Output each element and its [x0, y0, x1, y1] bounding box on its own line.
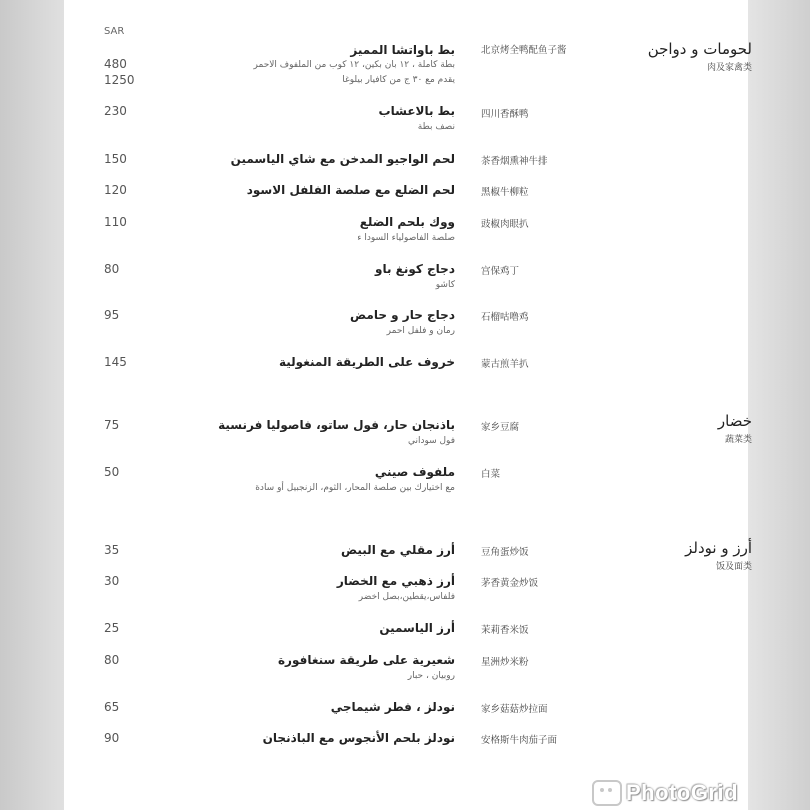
item-name: ووك بلحم الضلع: [359, 215, 455, 229]
item-name-chinese: 茅香黄金炒饭: [481, 578, 539, 589]
item-name: بط باواتشا المميز: [350, 43, 455, 57]
item-description: صلصة الفاصولياء السودا ء: [357, 233, 455, 243]
item-description: يقدم مع ٣٠ ج من كافيار بيلوغا: [342, 75, 455, 85]
item-name: أرز مقلي مع البيض: [341, 543, 455, 557]
item-name-chinese: 黑椒牛柳粒: [481, 187, 529, 198]
menu-page: [64, 0, 748, 810]
item-price: 65: [104, 700, 120, 714]
item-name: دجاج كونغ باو: [375, 262, 455, 276]
item-price-alt: 1250: [104, 73, 135, 87]
item-price: 95: [104, 308, 120, 322]
item-price: 110: [104, 215, 127, 229]
item-name-chinese: 石榴咕噜鸡: [481, 312, 529, 323]
item-price: 150: [104, 152, 127, 166]
item-name: نودلز بلحم الأنجوس مع الباذنجان: [262, 731, 455, 745]
item-description: كاشو: [435, 280, 455, 290]
item-price: 145: [104, 355, 127, 369]
item-name: باذنجان حار، فول ساتو، فاصوليا فرنسية: [218, 418, 455, 432]
photogrid-watermark: [592, 778, 738, 808]
item-price: 480: [104, 57, 127, 71]
right-background: [748, 0, 810, 810]
item-price: 90: [104, 731, 120, 745]
item-name-chinese: 家乡豆腐: [481, 422, 520, 433]
section-subtitle-meat: 肉及家禽类: [706, 63, 752, 73]
item-name: لحم الضلع مع صلصة الفلفل الاسود: [246, 183, 455, 197]
item-name: دجاج حار و حامض: [350, 308, 455, 322]
item-price: 25: [104, 621, 120, 635]
item-name: شعيرية على طريقة سنغافورة: [277, 653, 455, 667]
item-description: رمان و فلفل احمر: [386, 326, 455, 336]
section-title-vegetables: خضار: [717, 412, 752, 430]
item-name-chinese: 星洲炒米粉: [481, 657, 529, 668]
watermark-text: PhotoGrid: [626, 780, 739, 805]
item-description: فول سوداني: [407, 436, 455, 446]
item-name-chinese: 茶香烟熏神牛排: [481, 156, 548, 167]
item-name-chinese: 豆角蛋炒饭: [481, 547, 529, 558]
photogrid-logo-icon: [592, 780, 622, 806]
item-name: لحم الواجيو المدخن مع شاي الياسمين: [230, 152, 455, 166]
item-name: خروف على الطريقة المنغولية: [278, 355, 455, 369]
section-subtitle-rice-noodles: 饭及面类: [715, 562, 752, 572]
item-name-chinese: 北京烤全鸭配鱼子酱: [481, 45, 567, 56]
item-price: 75: [104, 418, 120, 432]
item-price: 30: [104, 574, 120, 588]
item-price: 35: [104, 543, 120, 557]
item-description: مع اختيارك بين صلصة المحار، الثوم، الزنجبيل أو سادة: [255, 483, 455, 493]
section-subtitle-vegetables: 蔬菜类: [724, 435, 752, 445]
item-price: 80: [104, 262, 120, 276]
item-name: نودلز ، فطر شيماجي: [330, 700, 455, 714]
item-price: 50: [104, 465, 120, 479]
item-name: بط بالاعشاب: [378, 104, 455, 118]
item-description: نصف بطة: [417, 122, 455, 132]
item-description: فلفاس،يقطين،بصل اخضر: [358, 592, 455, 602]
left-background: [0, 0, 64, 810]
section-title-rice-noodles: أرز و نودلز: [685, 539, 752, 557]
section-title-meat: لحومات و دواجن: [647, 40, 752, 58]
item-name-chinese: 安格斯牛肉茄子面: [481, 735, 558, 746]
item-name-chinese: 豉椒肉眼扒: [481, 219, 529, 230]
item-name-chinese: 茉莉香米饭: [481, 625, 529, 636]
item-description: روبيان ، حبار: [407, 671, 455, 681]
item-name-chinese: 白菜: [481, 469, 501, 480]
currency-label: SAR: [104, 26, 125, 37]
item-name: أرز ذهبي مع الخضار: [336, 574, 455, 588]
item-name-chinese: 宫保鸡丁: [481, 266, 520, 277]
item-price: 120: [104, 183, 127, 197]
item-price: 230: [104, 104, 127, 118]
item-name: ملفوف صيني: [374, 465, 455, 479]
item-description: بطة كاملة ، ١٢ بان بكين، ١٢ كوب من الملفوف الاحمر: [253, 60, 455, 70]
item-name: أرز الياسمين: [379, 621, 455, 635]
item-name-chinese: 家乡菇菇炒拉面: [481, 704, 548, 715]
item-name-chinese: 四川香酥鸭: [481, 109, 529, 120]
item-price: 80: [104, 653, 120, 667]
item-name-chinese: 蒙古煎羊扒: [481, 359, 529, 370]
